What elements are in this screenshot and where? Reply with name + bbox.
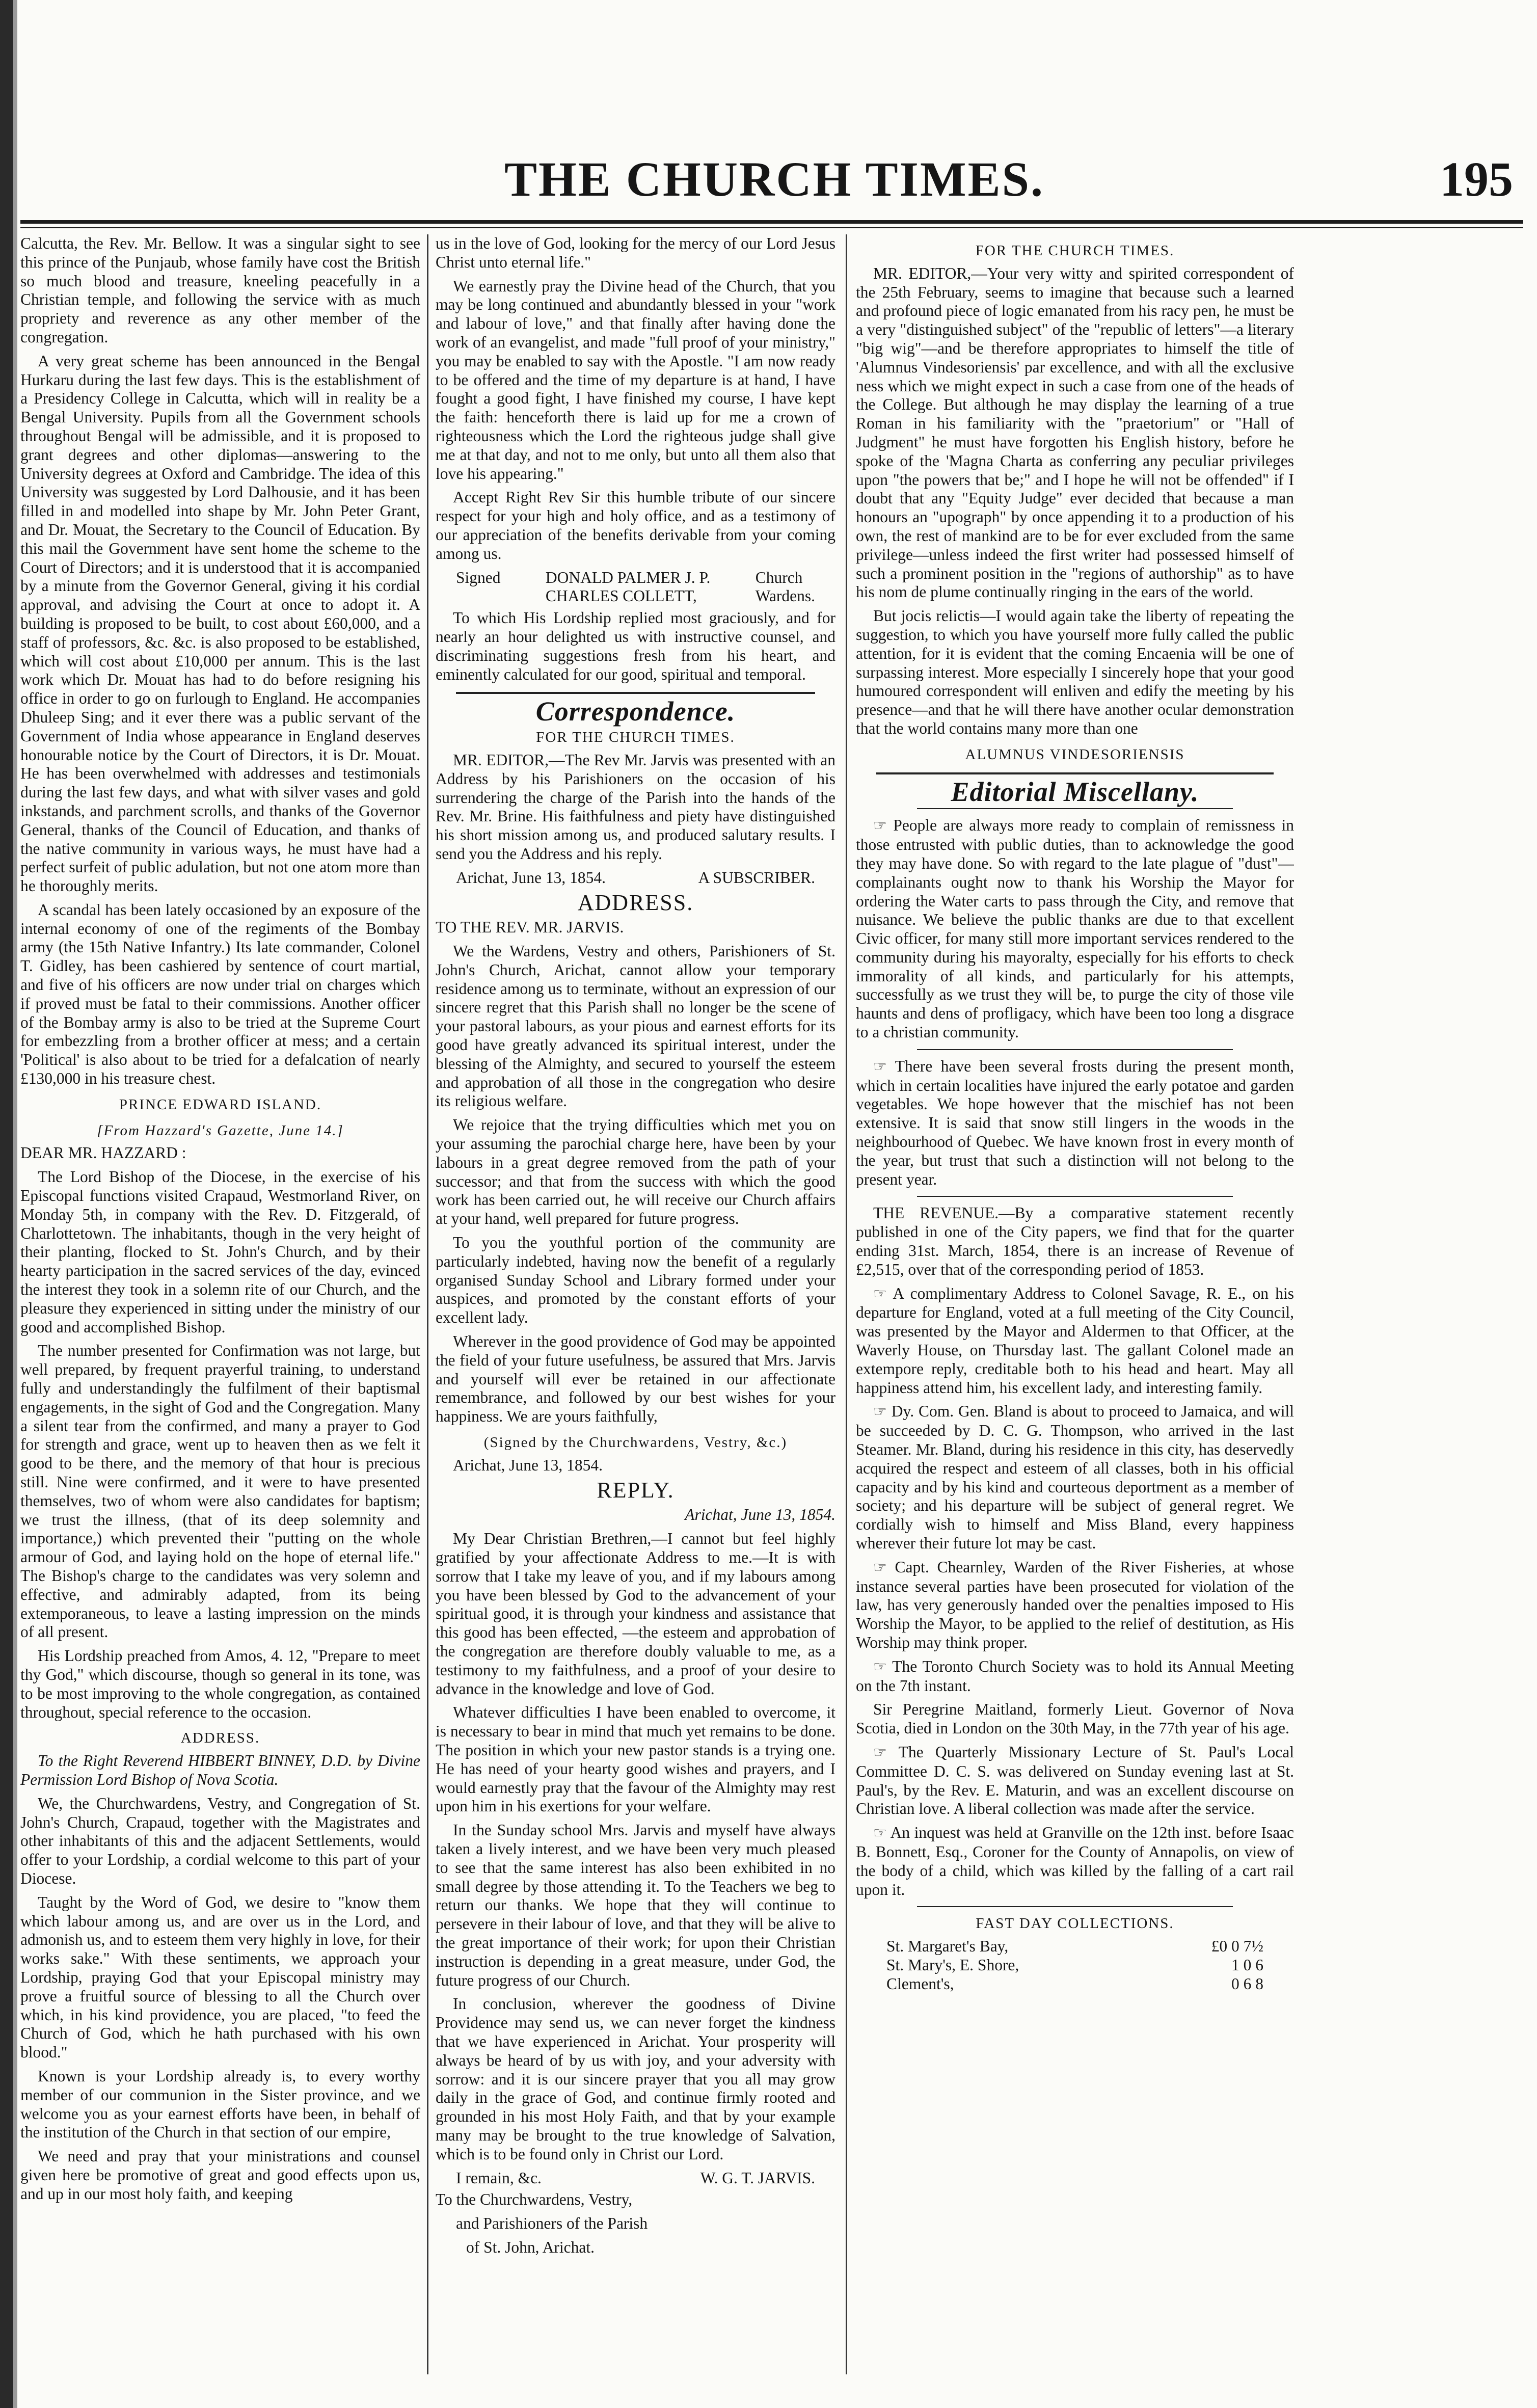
item-divider [917,1196,1233,1197]
signer-roles [756,569,815,606]
scan-edge [0,0,13,2408]
reply-signer: W. G. T. JARVIS. [700,2169,815,2187]
fast-day-table [886,1937,1263,1993]
article-paragraph: The number presented for Confirmation was not large, but well prepared, by frequent prayerful training, to understand fully and understandingly the fulfilment of their baptismal engagements, in the sight of God and the Congregation. Many a silent tear from the confirmed, and many a prayer to God for strength and grace, went up to heaven then as we felt it good to be there, and the memory of that hour is precious still. Nine were confirmed, and it were to have presented themselves, two of whom were also candidates for baptism; we trust the illness, (that of its deep solemnity and importance,) which prevented their "putting on the whole armour of God, and laying hold on the hope of eternal life." The Bishop's charge to the candidates was very solemn and effective, and admirably adapted, from its being extemporaneous, to leave a lasting impression on the minds of all present. [20,1342,420,1641]
parish-name: Clement's, [886,1974,954,1993]
section-source: FOR THE CHURCH TIMES. [975,243,1175,259]
editorial-item: ☞ The Quarterly Missionary Lecture of St. Paul's Local Committee D. C. S. was delivered on Sunday evening last at St. Paul's, by the Rev. E. Maturin, and was an excellent discourse on Christian love. A liberal collection was made after the service. [856,1743,1294,1818]
fast-day-heading: FAST DAY COLLECTIONS. [976,1915,1174,1932]
column-rule [427,234,428,2374]
section-heading: ADDRESS. [577,890,694,915]
article-paragraph: Known is your Lordship already is, to every worthy member of our communion in the Sister province, and we welcome you as your earnest efforts have been, in behalf of the institution of the Church in that section of our empire, [20,2067,420,2142]
parish-name: St. Mary's, E. Shore, [886,1956,1019,1974]
signer-role: Church [755,568,803,586]
section-source: FOR THE CHURCH TIMES. [536,729,735,746]
section-heading: REPLY. [597,1477,675,1503]
article-paragraph: The Lord Bishop of the Diocese, in the exercise of his Episcopal functions visited Crapaud, Westmorland River, on Monday 5th, in company with the Rev. D. Fitzgerald, of Charlottetown. The inhabitants, though in the very height of their planting, flocked to St. John's Church, and by their hearty participation in the sacred services of the day, evinced the interest they took in a solemn rite of our Church, and the pleasure they experienced in sitting under the ministry of our good and accomplished Bishop. [20,1168,420,1336]
article-paragraph: A very great scheme has been announced in the Bengal Hurkaru during the last few days. This is the establishment of a Presidency College in Calcutta, which will in reality be a Bengal University. Pupils from all the Government schools throughout Bengal will be admissible, and it is proposed to grant degrees and other diplomas—answering to the University degrees at Oxford and Cambridge. The idea of this University was suggested by Lord Dalhousie, and it has been filled in and modelled into shape by Mr. John Peter Grant, and Dr. Mouat, the Secretary to the Council of Education. By this mail the Government have sent home the scheme to the Court of Directors; and it is understood that it is accompanied by a minute from the Governor General, giving it his cordial approval, and advising the Court at once to adopt it. A building is proposed to be built, to cost about £60,000, and a staff of professors, &c. &c. is also proposed to be established, which will cost about £10,000 per annum. This is the last work which Dr. Mouat has had to do before resigning his office in order to go on furlough to England. He accompanies Dhuleep Sing; and it ever there was a public servant of the Government of India whose appearance in England deserves honourable notice by the Court of Directors, it is Dr. Mouat. He has been overwhelmed with addresses and testimonials during the last few days, and what with silver vases and gold inkstands, and parchment scrolls, and thanks of the Governor General, thanks of the Council of Education, and thanks of the native community in various ways, he must have had a perfect surfeit of public adulation, but not one atom more than he thoroughly merits. [20,352,420,895]
article-paragraph: In the Sunday school Mrs. Jarvis and myself have always taken a lively interest, and we have been very much pleased to see that the same interest has also been exhibited in no small degree by those attending it. To the Teachers we beg to return our thanks. We hope that they will continue to persevere in their labour of love, and that they will be alive to the great importance of their work; for upon their Christian instruction is depending in a great measure, under God, the future progress of our Church. [436,1821,835,1989]
table-row [886,1937,1263,1956]
article-paragraph: We need and pray that your ministrations and counsel given here be promotive of great and good effects upon us, and up in our most holy faith, and keeping [20,2147,420,2203]
article-paragraph: My Dear Christian Brethren,—I cannot but feel highly gratified by your affectionate Address to me.—It is with sorrow that I take my leave of you, and if my labours among you have been blessed by God to the advancement of your spiritual good, it is through your kindness and assistance that this good has been effected, —the esteem and approbation of the congregation are therefore doubly valuable to me, as a testimony to my faithfulness, and a proof of your desire to advance in the knowledge and love of God. [436,1530,835,1698]
article-paragraph: We the Wardens, Vestry and others, Parishioners of St. John's Church, Arichat, cannot allow your temporary residence among us to terminate, without an expression of our sincere regret that this Parish shall no longer be the scene of your pastoral labours, as your pious and earnest efforts for its good have greatly advanced its spiritual interest, under the blessing of the Almighty, and secured to yourself the esteem and approbation of all those in the congregation who desire its religious welfare. [436,942,835,1110]
signers [546,569,711,606]
newspaper-title: THE CHURCH TIMES. [504,152,1045,206]
reply-date: Arichat, June 13, 1854. [685,1506,835,1524]
address-signed: (Signed by the Churchwardens, Vestry, &c.) [483,1434,788,1451]
item-divider [917,1049,1233,1050]
salutation: DEAR MR. HAZZARD : [20,1144,186,1162]
signature-block [456,569,815,606]
editorial-item: ☞ Dy. Com. Gen. Bland is about to proceed to Jamaica, and will be succeeded by D. C. G. Thompson, who arrived in the last Steamer. Mr. Bland, during his residence in this city, has deservedly acquired the respect and esteem of all classes, both in his official capacity and by his kind and courteous deportment as a member of society; and his departure will be subject of general regret. We cordially wish to himself and Miss Bland, every happiness wherever their future lot may be cast. [856,1402,1294,1552]
table-row [886,1975,1263,1994]
pointing-hand-icon: ☞ [873,817,887,835]
article-paragraph: Whatever difficulties I have been enabled to overcome, it is necessary to bear in mind that much yet remains to be done. The position in which your new pastor stands is a trying one. He has need of your hearty good wishes and prayers, and I would earnestly pray that the favour of the Almighty may rest upon him in his exertions for your welfare. [436,1703,835,1815]
article-paragraph: Wherever in the good providence of God may be appointed the field of your future usefulness, be assured that Mrs. Jarvis and yourself will ever be retained in our affectionate remembrance, and followed by our best wishes for your happiness. We are yours faithfully, [436,1332,835,1426]
article-paragraph: His Lordship preached from Amos, 4. 12, "Prepare to meet thy God," which discourse, though so general in its tone, was to be most improving to the whole congregation, as contained throughout, special reference to the occasion. [20,1647,420,1721]
reply-signature [456,2169,815,2188]
article-paragraph: A scandal has been lately occasioned by an exposure of the internal economy of one of the regiments of the Bombay army (the 15th Native Infantry.) Its late commander, Colonel T. Gidley, has been cashiered by sentence of court martial, and five of his officers are now under trial on charges which if proved must be fatal to their commissions. Another officer of the Bombay army is also to be tried at the Supreme Court for embezzling from a brother officer at mess; and a certain 'Political' is also about to be tried for a defalcation of nearly £130,000 in his treasure chest. [20,900,420,1088]
editorial-item: ☞ People are always more ready to complain of remissness in those entrusted with public duties, than to acknowledge the good they may have done. So with regard to the late plague of "dust"—complainants ought now to thank his Worship the Mayor for ordering the Water carts to pass through the City, and remove that nuisance. We believe the public thanks are due to that excellent Civic officer, for many still more important services rendered to the community during his mayoralty, especially for his efforts to check immorality of all kinds, and particularly for his attempts, successfully as we trust they will be, to purge the city of those vile haunts and dens of profligacy, which have been too long a disgrace to a christian community. [856,816,1294,1041]
article-paragraph: Calcutta, the Rev. Mr. Bellow. It was a singular sight to see this prince of the Punjaub, whose family have cost the British so much blood and treasure, kneeling peacefully in a Christian temple, and following the service with as much propriety and reverence as any other member of the congregation. [20,234,420,346]
editorial-item: ☞ A complimentary Address to Colonel Savage, R. E., on his departure for England, voted at a full meeting of the City Council, was presented by the Mayor and Aldermen to that Officer, at the Waverly House, on Thursday last. The gallant Colonel made an extempore reply, creditable both to his head and heart. May all happiness attend him, his excellent lady, and interesting family. [856,1284,1294,1397]
signed-label: Signed [456,568,501,586]
article-paragraph: Accept Right Rev Sir this humble tribute of our sincere respect for your high and holy office, and as a testimony of our appreciation of the benefits derivable from your coming among us. [436,488,835,563]
editorial-item: ☞ An inquest was held at Granville on the 12th inst. before Isaac B. Bonnett, Esq., Coroner for the County of Annapolis, on view of the body of a child, which was killed by the falling of a cart rail upon it. [856,1824,1294,1898]
pointing-hand-icon: ☞ [873,1403,887,1421]
letter-paragraph: MR. EDITOR,—The Rev Mr. Jarvis was presented with an Address by his Parishioners on the occasion of his surrendering the charge of the Parish into the hands of the Rev. Mr. Brine. His faithfulness and piety have distinguished his short mission among us, and produced salutary results. I send you the Address and his reply. [436,751,835,863]
pointing-hand-icon: ☞ [873,1825,887,1842]
article-paragraph: To which His Lordship replied most graciously, and for nearly an hour delighted us with instructive counsel, and discriminating suggestions fresh from his heart, and eminently calculated for our good, spiritual and temporal. [436,609,835,683]
scan-edge-shadow [13,0,17,2408]
editorial-item: THE REVENUE.—By a comparative statement recently published in one of the City papers, we find that for the quarter ending 31st. March, 1854, there is an increase of Revenue of £2,515, over that of the corresponding period of 1853. [856,1204,1294,1278]
pointing-hand-icon: ☞ [873,1744,887,1761]
letter-signer: ALUMNUS VINDESORIENSIS [965,746,1185,763]
collection-amount: 1 0 6 [1231,1956,1263,1974]
masthead [20,151,1528,217]
article-paragraph: To you the youthful portion of the community are particularly indebted, having now the benefit of a regularly organised Sunday School and Library formed under your auspices, and promoted by the constant efforts of your excellent lady. [436,1234,835,1327]
letter-signature [456,869,815,888]
article-paragraph: We, the Churchwardens, Vestry, and Congregation of St. John's Church, Crapaud, together with the Magistrates and other inhabitants of this and the adjacent Settlements, would offer to your Lordship, a cordial welcome to this part of your Diocese. [20,1794,420,1887]
section-divider [876,772,1274,774]
pointing-hand-icon: ☞ [873,1559,887,1576]
section-heading: ADDRESS. [180,1730,260,1747]
column-1 [20,234,420,2385]
article-paragraph: Taught by the Word of God, we desire to "know them which labour among us, and are over us in the Lord, and admonish us, and to esteem them very highly in love, for their works sake." With these sentiments, we approach your Lordship, praying God that your Episcopal ministry may prove a fruitful source of blessing to all the Church over which, in his kind providence, you are placed, "to feed the Church of God, which he hath purchased with his own blood." [20,1893,420,2062]
reply-addressee: of St. John, Arichat. [466,2238,595,2256]
signer-name: DONALD PALMER J. P. [545,568,711,586]
address-recipient: TO THE REV. MR. JARVIS. [436,918,624,937]
masthead-rule [20,220,1523,224]
section-divider [456,692,815,694]
page-number: 195 [1440,152,1513,206]
section-heading: PRINCE EDWARD ISLAND. [119,1096,322,1113]
letter-paragraph: But jocis relictis—I would again take the liberty of repeating the suggestion, to which you have yourself more fully called the public attention, for it is evident that the coming Encaenia will be one of surpassing interest. More especially I sincerely hope that your good humoured correspondent will enliven and edify the meeting by his presence—and that he will there have another ocular demonstration that the world contains many more than one [856,607,1294,737]
editorial-item: ☞ The Toronto Church Society was to hold its Annual Meeting on the 7th instant. [856,1657,1294,1695]
correspondence-heading: Correspondence. [535,696,736,727]
item-divider [917,1906,1233,1907]
column-rule [846,234,847,2374]
signer-name: CHARLES COLLETT, [545,587,697,605]
letter-signer: A SUBSCRIBER. [698,868,815,887]
pointing-hand-icon: ☞ [873,1058,887,1075]
address-date: Arichat, June 13, 1854. [453,1456,603,1474]
column-2 [436,234,835,2385]
editorial-item: ☞ There have been several frosts during the present month, which in certain localities have injured the early potatoe and garden vegetables. We hope however that the mischief has not been extensive. It is said that snow still lingers in the woods in the neighbourhood of Quebec. We have known frost in every month of the year, but trust that such a distinction will not belong to the present year. [856,1057,1294,1188]
reply-addressee: To the Churchwardens, Vestry, [436,2190,633,2209]
article-paragraph: We rejoice that the trying difficulties which met you on your assuming the parochial charge here, have been by your labours in a great degree removed from the path of your successor; and that from the success with which the good work has been carried out, he will receive our Church affairs at your hand, well prepared for future progress. [436,1116,835,1228]
column-3 [856,234,1294,2385]
editorial-item: ☞ Capt. Chearnley, Warden of the River Fisheries, at whose instance several parties have been prosecuted for violation of the law, has very generously handed over the penalties imposed to His Worship the Mayor, to be applied to the relief of destitution, as His Worship may think proper. [856,1558,1294,1651]
pointing-hand-icon: ☞ [873,1658,887,1675]
letter-place: Arichat, June 13, 1854. [456,868,606,887]
section-source: [From Hazzard's Gazette, June 14.] [97,1122,344,1139]
section-divider [917,808,1233,809]
article-paragraph: In conclusion, wherever the goodness of Divine Providence may send us, we can never forget the kindness that we have experienced in Arichat. Your prosperity will always be heard of by us with joy, and your adversity with sorrow: and it is our sincere prayer that you all may grow daily in the grace of God, and continue firmly rooted and grounded in his most Holy Faith, and that by your example many may be brought to the true knowledge of Salvation, which is to be found only in Christ our Lord. [436,1995,835,2163]
signer-role: Wardens. [755,587,815,605]
table-row [886,1956,1263,1975]
collection-amount: 0 6 8 [1231,1974,1263,1993]
reply-addressee: and Parishioners of the Parish [456,2214,648,2233]
editorial-heading: Editorial Miscellany. [951,776,1199,807]
address-recipient: To the Right Reverend HIBBERT BINNEY, D.D. by Divine Permission Lord Bishop of Nova Scotia. [20,1752,420,1788]
parish-name: St. Margaret's Bay, [886,1937,1009,1956]
reply-close: I remain, &c. [456,2169,542,2187]
editorial-item: Sir Peregrine Maitland, formerly Lieut. Governor of Nova Scotia, died in London on the 30th May, in the 77th year of his age. [856,1700,1294,1737]
letter-paragraph: MR. EDITOR,—Your very witty and spirited correspondent of the 25th February, seems to imagine that because such a learned and profound piece of logic emanated from his racy pen, he must be a very "distinguished subject" of the "republic of letters"—a literary "big wig"—and be therefore appropriates to himself the title of 'Alumnus Vindesoriensis' par excellence, and with all the exclusive ness which we might expect in such a case from one of the heads of the College. But although he may display the learning of a true Roman in his familiarity with the "praetorium" or "Hall of Judgment" he must have forgotten his English history, before he spoke of the 'Magna Charta as conferring any peculiar privileges upon "the powers that be;" and I hope he will not be offended" if I doubt that any "Equity Judge" ever decided that because a man honours an "upograph" by once appending it to a production of his own, the rest of mankind are to be for ever excluded from the same privilege—unless indeed the first writer had possessed himself of such a prominent position in the "regions of authorship" as to have his nom de plume continually ringing in the ears of the world. [856,264,1294,601]
article-paragraph: We earnestly pray the Divine head of the Church, that you may be long continued and abundantly blessed in your "work and labour of love," and that finally after having done the work of an evangelist, and made "full proof of your ministry," you may be enabled to say with the Apostle. "I am now ready to be offered and the time of my departure is at hand, I have fought a good fight, I have finished my course, I have kept the faith: henceforth there is laid up for me a crown of righteousness which the Lord the righteous judge shall give me at that day, and not to me only, but unto all them also that love his appearing." [436,277,835,483]
collection-amount: £0 0 7½ [1211,1937,1263,1956]
masthead-rule-thin [20,227,1523,228]
pointing-hand-icon: ☞ [873,1285,887,1302]
article-paragraph: us in the love of God, looking for the mercy of our Lord Jesus Christ unto eternal life." [436,234,835,271]
